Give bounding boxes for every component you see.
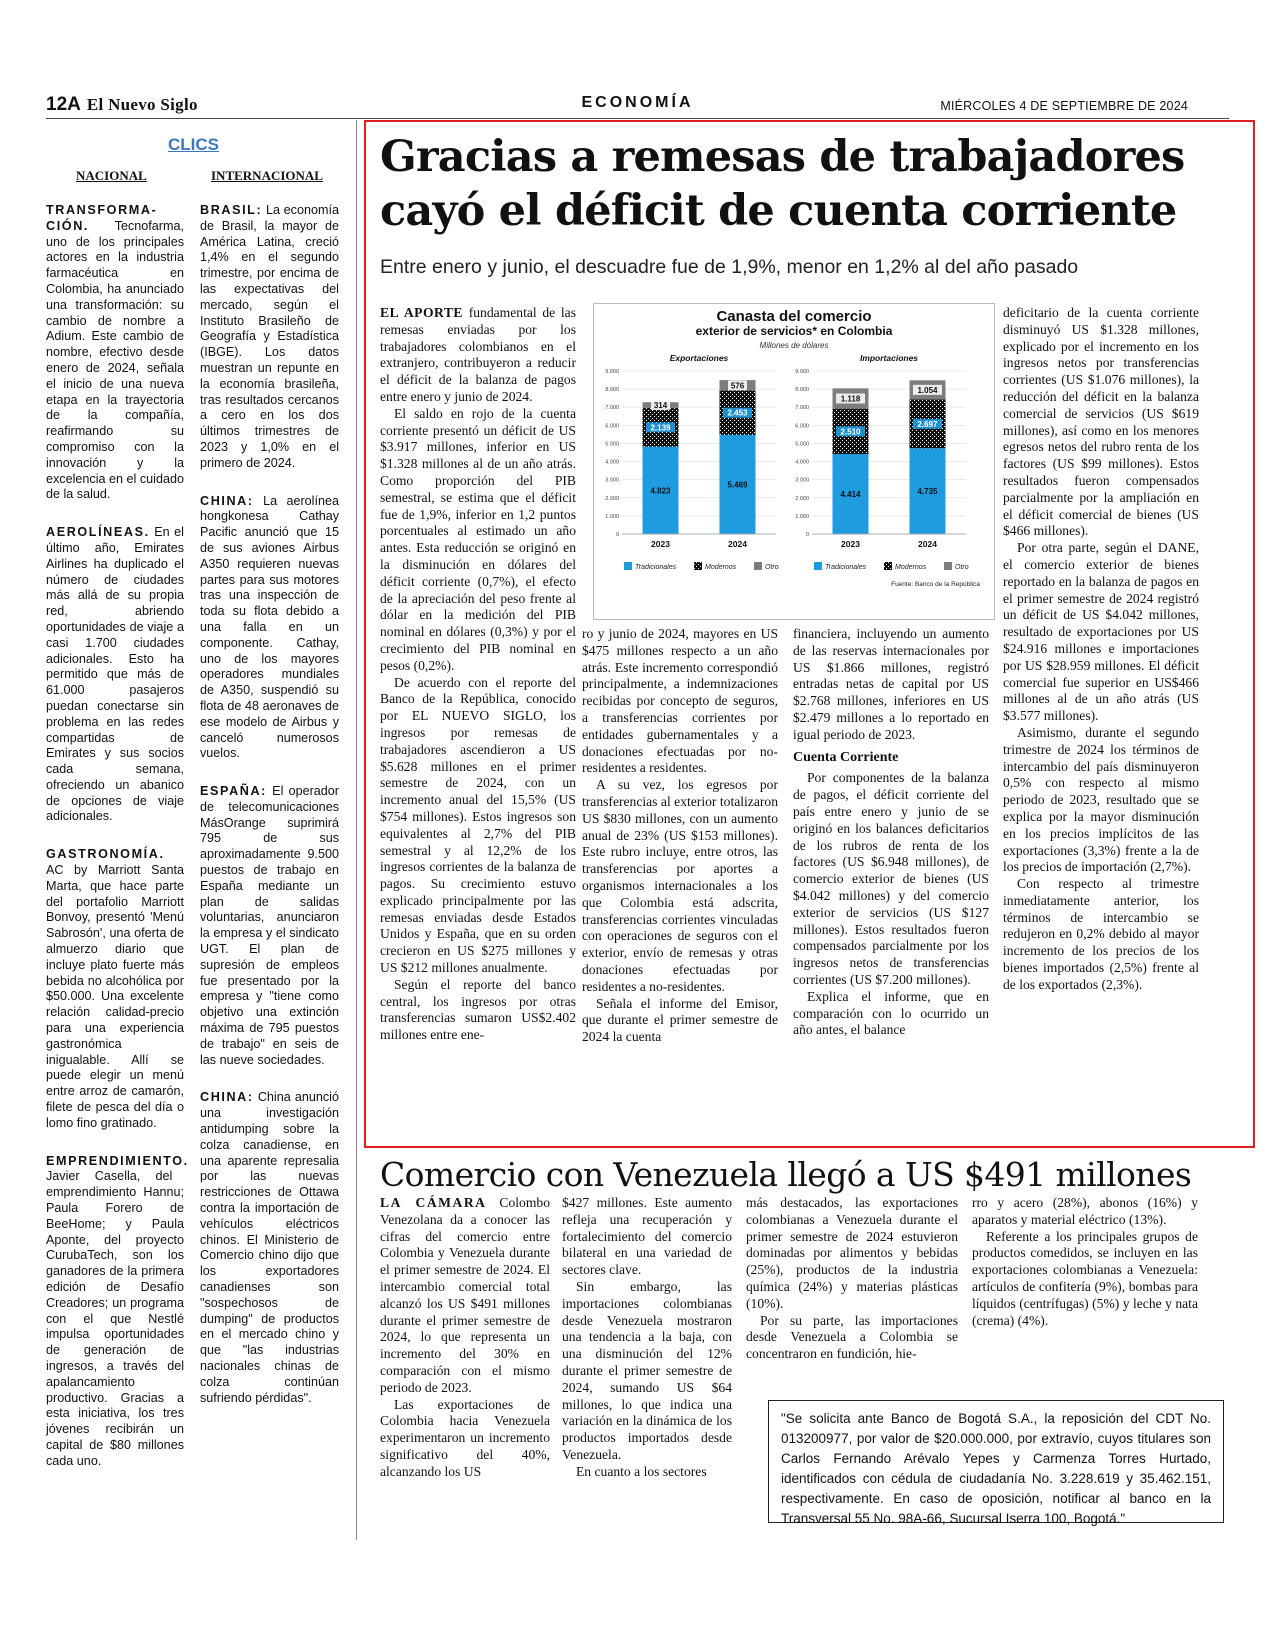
- clics-text: China anunció una investigación antidumping sobre la colza canadiense, en una aparente represalia por las nuevas restricciones de Ottawa contra la importación de vehículos eléctricos chinos. El Ministerio de Comercio chino dijo que los exportadores canadienses son "sospechosos de dumping" de productos en el mercado chino y que "las industrias nacionales chinas de colza continúan sufriendo pérdidas".: [200, 1090, 339, 1405]
- paragraph: Por su parte, las importaciones desde Venezuela a Colombia se concentraron en fundición, hie-: [746, 1312, 958, 1362]
- chart-data-label: 314: [653, 401, 668, 411]
- clics-keyword: CHINA:: [200, 1090, 254, 1105]
- clics-text: El operador de telecomunicaciones MásOrange suprimirá 795 de sus aproximadamente 9.500 puestos de trabajo en España mediante un plan de salidas voluntarias, anunciaron la empresa y el sindicato UGT. El plan de supresión de empleos fue presentado por la empresa y "tiene como objetivo una extinción máxima de 795 puestos de trabajo" en seis de las nueve sociedades.: [200, 784, 339, 1067]
- main-col-3: [793, 626, 989, 1039]
- chart-data-label: 2.510: [840, 427, 861, 437]
- legal-notice-text: "Se solicita ante Banco de Bogotá S.A., la reposición del CDT No. 013200977, por valor de $20.000.000, por extravío, cuyos titulares son Carlos Fernando Arévalo Yepes y Carmenza Torres Hurtado, identificados con cédula de ciudadanía No. 3.228.619 y 35.462.151, respectivamente. En caso de oposición, notificar al banco en la Transversal 55 No. 98A-66, Sucursal Iserra 100, Bogotá.": [781, 1411, 1211, 1526]
- chart-legend-label: Tradicionales: [825, 564, 867, 571]
- clics-internacional-column: [200, 203, 339, 1428]
- chart-legend-swatch: [884, 562, 892, 570]
- paragraph: Con respecto al trimestre inmediatamente anterior, los términos de intercambio se redujeron en 0,2% debido al mayor incremento de los precios de los bienes importados (2,5%) frente al de los exportados (2,3%).: [1003, 876, 1199, 992]
- chart-y-tick-label: 0: [805, 532, 809, 538]
- paragraph: más destacados, las exportaciones colombianas a Venezuela durante el primer semestre de 2024 estuvieron dominadas por alimentos y bebidas (25%), productos de la industria química (24%) y materias plásticas (10%).: [746, 1195, 958, 1311]
- chart-x-tick-label: 2024: [728, 539, 747, 549]
- main-col-1: [380, 305, 576, 1044]
- column-divider: [356, 120, 357, 1540]
- chart-y-tick-label: 2.000: [795, 495, 809, 502]
- chart-y-tick-label: 8.000: [605, 387, 619, 394]
- legal-notice: [768, 1400, 1224, 1526]
- chart-y-tick-label: 1.000: [605, 513, 619, 520]
- chart-data-label: 2.453: [727, 408, 748, 418]
- chart-legend-swatch: [754, 562, 762, 570]
- paragraph: Por componentes de la balanza de pagos, el déficit corriente del país entre enero y junio de se originó en los balances deficitarios de los rubros de renta de los factores (US $6.948 millones), de comercio exterior de bienes (US $4.042 millones) y del comercio exterior de servicios (US $127 millones). Estos resultados fueron compensados parcialmente por los ingresos netos de transferencias corrientes (US $7.200 millones).: [793, 770, 989, 987]
- paragraph: El saldo en rojo de la cuenta corriente presentó un déficit de US $3.917 millones, inferior en US $1.328 millones al de un año atrás. Como proporción del PIB semestral, se estima que el déficit fue de 1,9%, inferior en 1,2 puntos porcentuales al estimado un año antes. Esta reducción se originó en la disminución en dólares del déficit corriente (0,7%), el efecto de la apreciación del peso frente al dólar en la medición del PIB nominal en dólares (0,3%) y por el crecimiento del PIB nominal en pesos (0,2%).: [380, 405, 576, 673]
- issue-date: MIÉRCOLES 4 DE SEPTIEMBRE DE 2024: [940, 99, 1188, 113]
- chart-data-label: 4.823: [650, 486, 671, 496]
- paragraph: A su vez, los egresos por transferencias al exterior totalizaron US $830 millones, con un aumento anual de 23% (US $153 millones). Este rubro incluye, entre otros, las transferencias por aportes a organismos internacionales a los que Colombia está adscrita, transferencias corrientes vinculadas con operaciones de seguros con el exterior, envío de remesas y otras donaciones efectuadas por residentes a no-residentes.: [582, 777, 778, 994]
- clics-text: AC by Marriott Santa Marta, que hace parte del portafolio Marriott Bonvoy, presentó 'Menú Sabrosón', una oferta de almuerzo diario que incluye plato fuerte más bebida no alcohólica por $50.000. Una excelente relación calidad-precio para una experiencia gastronómica inigualable. Allí se puede elegir un menú entre arroz de camarón, filete de pesca del día o lomo fino gratinado.: [46, 863, 184, 1130]
- clics-title: CLICS: [168, 135, 219, 154]
- paragraph: $427 millones. Este aumento refleja una recuperación y fortalecimiento del comercio bilateral en una variedad de sectores clave.: [562, 1195, 732, 1278]
- paragraph: Sin embargo, las importaciones colombianas desde Venezuela mostraron una tendencia a la baja, con una disminución del 12% durante el primer semestre de 2024, sumando US $64 millones, lo que indica una variación en la dinámica de los productos importados desde Venezuela.: [562, 1278, 732, 1462]
- clics-text: En el último año, Emirates Airlines ha duplicado el número de ciudades más allá de su propia red, abriendo oportunidades de viaje a casi 1.700 ciudades adicionales. Esto ha permitido que más de 61.000 pasajeros puedan conectarse sin problema en las redes compartidas de Emirates y sus socios cada semana, ofreciendo un abanico de opciones de viaje adicionales.: [46, 525, 184, 824]
- chart-data-label: 5.469: [727, 480, 748, 490]
- second-col-3: [746, 1195, 958, 1363]
- paragraph-text: Colombo Venezolana da a conocer las cifras del comercio entre Colombia y Venezuela durante el primer semestre de 2024. El intercambio comercial total alcanzó los US $491 millones durante el primer semestre de 2024, lo que representa un incremento del 30% en comparación con el mismo periodo de 2023.: [380, 1195, 550, 1395]
- chart-data-label: 1.118: [840, 394, 861, 404]
- paragraph: ro y junio de 2024, mayores en US $475 millones respecto a un año atrás. Este incremento correspondió principalmente, a indemnizaciones recibidas por concepto de seguros, a transferencias corrientes por entidades gubernamentales y a donaciones efectuadas por no-residentes a residentes.: [582, 626, 778, 776]
- second-col-4: [972, 1195, 1198, 1329]
- chart-y-tick-label: 8.000: [795, 387, 809, 394]
- chart-x-tick-label: 2023: [841, 539, 860, 549]
- paragraph: De acuerdo con el reporte del Banco de la República, conocido por EL NUEVO SIGLO, los ingresos por remesas de trabajadores ascendieron a US $5.628 millones en el primer semestre de 2024, con un incremento anual del 15,5% (US $754 millones). Estos ingresos son equivalentes al 2,7% del PIB semestral y al 12,2% de los ingresos corrientes de la balanza de pagos. Su crecimiento estuvo explicado principalmente por las remesas enviadas desde Estados Unidos y España, que en su orden crecieron en US $275 millones y US $212 millones anualmente.: [380, 674, 576, 976]
- paragraph: deficitario de la cuenta corriente disminuyó US $1.328 millones, explicado por el incremento en los ingresos netos por transferencias corrientes (US $1.076 millones), la reducción del déficit en la balanza comercial de servicios (US $619 millones), así como en los menores egresos netos del rubro renta de los factores (US $99 millones). Estos resultados fueron compensados parcialmente por la ampliación en el déficit comercial de bienes (US $466 millones).: [1003, 305, 1199, 539]
- clics-keyword: CHINA:: [200, 493, 254, 508]
- clics-item: [46, 525, 184, 825]
- chart-legend-label: Modernos: [895, 564, 927, 571]
- clics-item: [200, 1090, 339, 1406]
- clics-keyword: AEROLÍNEAS.: [46, 525, 150, 540]
- chart-y-tick-label: 3.000: [795, 477, 809, 484]
- paragraph: En cuanto a los sectores: [576, 1463, 707, 1479]
- paragraph-text: fundamental de las remesas enviadas por los trabajadores colombianos en el extranjero, contribuyeron a reducir el déficit de la balanza de pagos entre enero y junio de 2024.: [380, 305, 576, 404]
- chart-y-tick-label: 0: [615, 532, 619, 538]
- clics-item: [200, 203, 339, 472]
- chart-unit: Millones de dólares: [759, 341, 829, 350]
- paragraph: Explica el informe, que en comparación con lo ocurrido un año antes, el balance: [793, 988, 989, 1038]
- paragraph: financiera, incluyendo un aumento de las reservas internacionales por US $1.866 millones, registró entradas netas de capital por US $2.768 millones, inferiores en US $2.479 millones a lo reportado en igual periodo de 2023.: [793, 626, 989, 742]
- chart-data-label: 576: [730, 381, 745, 391]
- chart-subtitle: exterior de servicios* en Colombia: [695, 324, 893, 338]
- chart-svg: [594, 304, 994, 619]
- chart-title: Canasta del comercio: [716, 308, 872, 325]
- chart-y-tick-label: 4.000: [795, 459, 809, 466]
- clics-item: [46, 203, 184, 503]
- chart-legend-label: Tradicionales: [635, 564, 677, 571]
- paragraph: rro y acero (28%), abonos (16%) y aparatos y material eléctrico (13%).: [972, 1195, 1198, 1227]
- chart-y-tick-label: 1.000: [795, 513, 809, 520]
- clics-keyword: ESPAÑA:: [200, 784, 267, 799]
- header-divider: [46, 118, 1229, 119]
- clics-text: Tecnofarma, uno de los principales actores en la industria farmacéutica en Colombia, ha anunciado una transformación: su cambio de nombre a Adium. Este cambio de nombre, efectivo desde enero de 2024, señala el inicio de una nueva etapa en la trayectoria de la compañía, reafirmando su compromiso con la innovación y la excelencia en el cuidado de la salud.: [46, 218, 184, 502]
- clics-keyword: TRANSFORMA-CIÓN.: [46, 203, 158, 233]
- paragraph: Las exportaciones de Colombia hacia Venezuela experimentaron un incremento significativo del 40%, alcanzando los US: [380, 1396, 550, 1479]
- chart-legend-label: Otro: [765, 564, 779, 571]
- chart-panel-title: Importaciones: [859, 353, 919, 363]
- lead-word: EL APORTE: [380, 305, 464, 320]
- clics-nacional-column: [46, 203, 189, 1492]
- clics-item: [46, 1153, 189, 1470]
- chart-legend-swatch: [694, 562, 702, 570]
- chart-y-tick-label: 5.000: [605, 441, 619, 448]
- second-col-2: [562, 1195, 732, 1481]
- paragraph: [380, 1195, 550, 1397]
- chart-y-tick-label: 9.000: [605, 369, 619, 375]
- chart-y-tick-label: 3.000: [605, 477, 619, 484]
- chart-data-label: 1.054: [917, 385, 938, 395]
- page-number: 12A: [46, 94, 81, 115]
- chart-x-tick-label: 2023: [651, 539, 670, 549]
- chart-y-tick-label: 4.000: [605, 459, 619, 466]
- clics-item: [200, 784, 339, 1068]
- services-trade-chart: [593, 303, 995, 620]
- chart-data-label: 2.139: [650, 423, 671, 433]
- paragraph: Según el reporte del banco central, los ingresos por otras transferencias sumaron US$2.402 millones entre ene-: [380, 976, 576, 1043]
- clics-text: Javier Casella, del emprendimiento Hannu; Paula Forero de BeeHome; y Paula Aponte, del proyecto CurubaTech, son los ganadores de la primera edición de Desafío Creadores; un programa con el que Nestlé impulsa oportunidades de generación de ingresos, a través del apalancamiento productivo. Gracias a esta iniciativa, los tres jóvenes recibirán un capital de $80 millones cada uno.: [46, 1169, 184, 1468]
- paragraph: Asimismo, durante el segundo trimestre de 2024 los términos de intercambio del país disminuyeron 0,5% con respecto al mismo periodo de 2023, resultado que se explica por la mayor disminución en los precios implícitos de las exportaciones (3,3%) frente a la de los precios de importación (2,7%).: [1003, 724, 1199, 875]
- clics-keyword: EMPRENDIMIENTO.: [46, 1153, 189, 1168]
- clics-text: La aerolínea hongkonesa Cathay Pacific anunció que 15 de sus aviones Airbus A350 requieren nuevas partes para sus motores tras una inspección de toda su flota debido a una falla en un componente. Cathay, uno de los mayores operadores mundiales de A350, suspendió su flota de 48 aeronaves de ese modelo de Airbus y canceló numerosos vuelos.: [200, 493, 339, 761]
- main-col-4: [1003, 305, 1199, 994]
- chart-data-label: 2.697: [917, 419, 938, 429]
- chart-data-label: 4.735: [917, 487, 938, 497]
- lead-word: LA CÁMARA: [380, 1195, 487, 1210]
- chart-y-tick-label: 5.000: [795, 441, 809, 448]
- chart-y-tick-label: 6.000: [605, 423, 619, 430]
- main-subheadline: Entre enero y junio, el descuadre fue de 1,9%, menor en 1,2% al del año pasado: [380, 256, 1079, 278]
- main-col-2: [582, 626, 778, 1046]
- second-col-1: [380, 1195, 550, 1481]
- chart-legend-swatch: [624, 562, 632, 570]
- chart-y-tick-label: 9.000: [795, 369, 809, 375]
- paragraph: Por otra parte, según el DANE, el comercio exterior de bienes reportado en la balanza de pagos en el primer semestre de 2024 registró un déficit de US $4.042 millones, resultado de exportaciones por US $24.916 millones e importaciones por US $28.959 millones. El déficit comercial fue superior en US$466 millones al de un año atrás (US $3.577 millones).: [1003, 540, 1199, 724]
- clics-item: [46, 847, 184, 1131]
- clics-keyword: BRASIL:: [200, 203, 263, 217]
- section-name: ECONOMÍA: [581, 94, 694, 111]
- chart-legend-swatch: [814, 562, 822, 570]
- paragraph: Referente a los principales grupos de productos comedidos, se incluyen en las exportaciones colombianas a Venezuela: artículos de confitería (9%), bombas para líquidos (centrífugas) (5%) y leche y nata (crema) (4%).: [972, 1228, 1198, 1328]
- main-headline: Gracias a remesas de trabajadores cayó el déficit de cuenta corriente: [380, 132, 1185, 236]
- masthead: El Nuevo Siglo: [86, 95, 198, 114]
- clics-item: [200, 494, 339, 763]
- chart-legend-label: Modernos: [705, 564, 737, 571]
- section-subhead: Cuenta Corriente: [793, 749, 899, 765]
- chart-legend-swatch: [944, 562, 952, 570]
- second-headline: Comercio con Venezuela llegó a US $491 millones: [380, 1155, 1192, 1194]
- chart-data-label: 4.414: [840, 490, 861, 500]
- clics-nacional-heading: NACIONAL: [76, 168, 147, 183]
- chart-legend-label: Otro: [955, 564, 969, 571]
- paragraph: [380, 305, 576, 406]
- chart-y-tick-label: 7.000: [605, 405, 619, 412]
- clics-text: La economía de Brasil, la mayor de América Latina, creció 1,4% en el segundo trimestre, por encima de las expectativas del mercado, según el Instituto Brasileño de Geografía y Estadística (IBGE). Los datos muestran un repunte en la economía brasileña, tras resultados cercanos a cero en los dos últimos trimestres de 2023 y 1,0% en el primero de 2024.: [200, 203, 339, 470]
- chart-y-tick-label: 6.000: [795, 423, 809, 430]
- paragraph: Señala el informe del Emisor, que durante el primer semestre de 2024 la cuenta: [582, 995, 778, 1045]
- clics-internacional-heading: INTERNACIONAL: [211, 168, 323, 183]
- chart-x-tick-label: 2024: [918, 539, 937, 549]
- chart-source: Fuente: Banco de la República: [891, 581, 980, 588]
- chart-y-tick-label: 7.000: [795, 405, 809, 412]
- clics-keyword: GASTRONOMÍA.: [46, 847, 165, 862]
- chart-panel-title: Exportaciones: [669, 353, 729, 363]
- chart-y-tick-label: 2.000: [605, 495, 619, 502]
